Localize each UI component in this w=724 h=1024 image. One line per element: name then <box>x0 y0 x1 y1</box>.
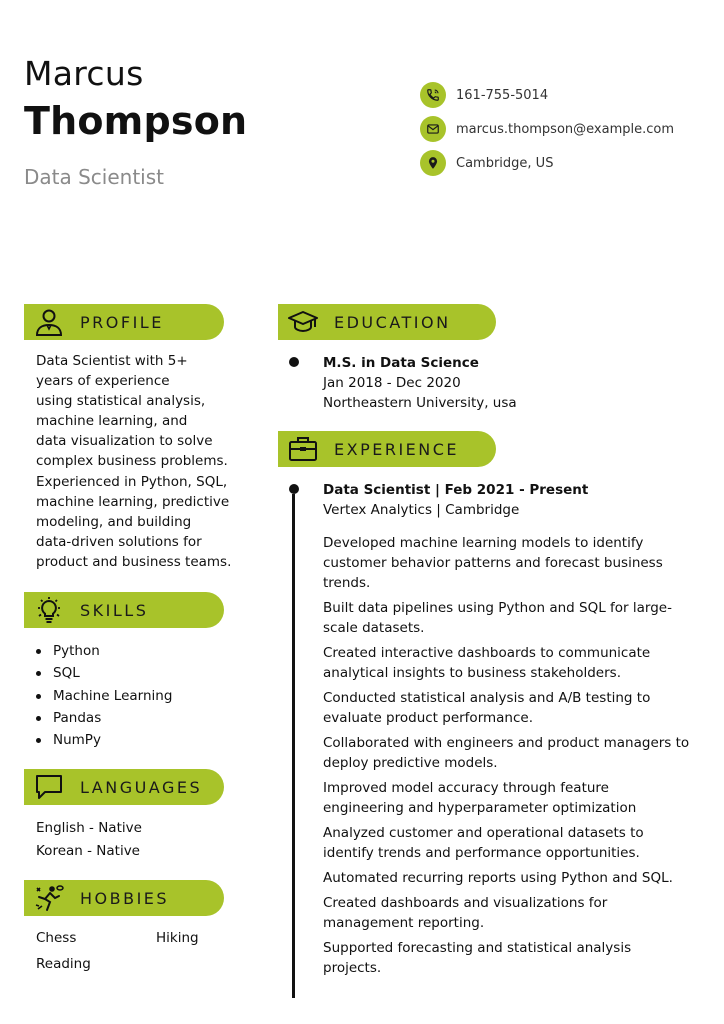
job-title: Data Scientist <box>24 165 164 189</box>
speech-bubble-icon <box>32 772 66 802</box>
profile-line: product and business teams. <box>36 553 232 570</box>
achievement-item: Analyzed customer and operational datasets to identify trends and performance opportunities. <box>323 825 644 861</box>
achievements-list <box>323 533 693 983</box>
hobby-item: Chess <box>36 930 77 946</box>
skills-list <box>36 640 172 751</box>
skill-item: Machine Learning <box>36 685 172 707</box>
envelope-icon <box>420 116 446 142</box>
degree: M.S. in Data Science <box>323 355 479 371</box>
achievement-item: Collaborated with engineers and product managers to deploy predictive models. <box>323 735 690 771</box>
profile-line: using statistical analysis, <box>36 393 206 410</box>
languages-list <box>36 817 142 862</box>
skill-item: Pandas <box>36 707 172 729</box>
contact-location <box>420 150 553 176</box>
profile-header <box>24 304 224 340</box>
achievement-item: Supported forecasting and statistical analysis projects. <box>323 940 632 976</box>
hobbies-header <box>24 880 224 916</box>
hobby-item: Hiking <box>156 930 199 946</box>
graduation-cap-icon <box>286 307 320 337</box>
phone-text: 161-755-5014 <box>456 87 549 103</box>
profile-line: machine learning, and <box>36 413 188 430</box>
education-header <box>278 304 496 340</box>
briefcase-icon <box>286 434 320 464</box>
job-role: Data Scientist | Feb 2021 - Present <box>323 482 589 498</box>
skill-item: NumPy <box>36 729 172 751</box>
profile-line: Data Scientist with 5+ <box>36 353 188 369</box>
profile-line: Experienced in Python, SQL, <box>36 473 228 490</box>
skill-item: SQL <box>36 662 172 684</box>
education-school: Northeastern University, usa <box>323 395 517 411</box>
experience-header <box>278 431 496 467</box>
achievement-item: Improved model accuracy through feature engineering and hyperparameter optimization <box>323 780 637 816</box>
languages-title: LANGUAGES <box>80 777 203 797</box>
contact-email <box>420 116 674 142</box>
profile-summary <box>36 351 236 572</box>
phone-icon <box>420 82 446 108</box>
skills-title: SKILLS <box>80 600 149 620</box>
achievement-item: Developed machine learning models to identify customer behavior patterns and forecast business trends. <box>323 535 663 591</box>
map-pin-icon <box>420 150 446 176</box>
activities-icon <box>32 883 66 913</box>
email-text: marcus.thompson@example.com <box>456 121 675 137</box>
job-company: Vertex Analytics | Cambridge <box>323 502 520 518</box>
profile-line: data visualization to solve <box>36 433 213 450</box>
education-bullet <box>289 357 299 367</box>
language-item: English - Native <box>36 820 142 836</box>
experience-title: EXPERIENCE <box>334 439 460 459</box>
person-icon <box>32 307 66 337</box>
profile-line: data-driven solutions for <box>36 533 202 550</box>
education-title: EDUCATION <box>334 312 451 332</box>
profile-title: PROFILE <box>80 312 164 332</box>
achievement-item: Conducted statistical analysis and A/B testing to evaluate product performance. <box>323 690 651 726</box>
achievement-item: Created interactive dashboards to communicate analytical insights to business stakeholders. <box>323 645 651 681</box>
experience-bullet <box>289 484 299 494</box>
education-dates: Jan 2018 - Dec 2020 <box>323 375 461 391</box>
language-item: Korean - Native <box>36 842 140 859</box>
skills-header <box>24 592 224 628</box>
profile-line: machine learning, predictive <box>36 493 230 510</box>
contact-phone <box>420 82 548 108</box>
profile-line: complex business problems. <box>36 453 228 470</box>
lightbulb-icon <box>32 595 66 625</box>
skill-item: Python <box>36 640 172 662</box>
achievement-item: Built data pipelines using Python and SQL for large-scale datasets. <box>323 600 672 636</box>
hobbies-title: HOBBIES <box>80 888 170 908</box>
last-name: Thompson <box>24 99 248 143</box>
first-name: Marcus <box>24 54 144 93</box>
profile-line: modeling, and building <box>36 513 192 530</box>
achievement-item: Automated recurring reports using Python and SQL. <box>323 870 673 886</box>
hobby-item: Reading <box>36 956 91 972</box>
achievement-item: Created dashboards and visualizations for management reporting. <box>323 895 608 931</box>
profile-line: years of experience <box>36 373 170 390</box>
languages-header <box>24 769 224 805</box>
experience-timeline <box>292 494 295 998</box>
location-text: Cambridge, US <box>456 155 554 171</box>
